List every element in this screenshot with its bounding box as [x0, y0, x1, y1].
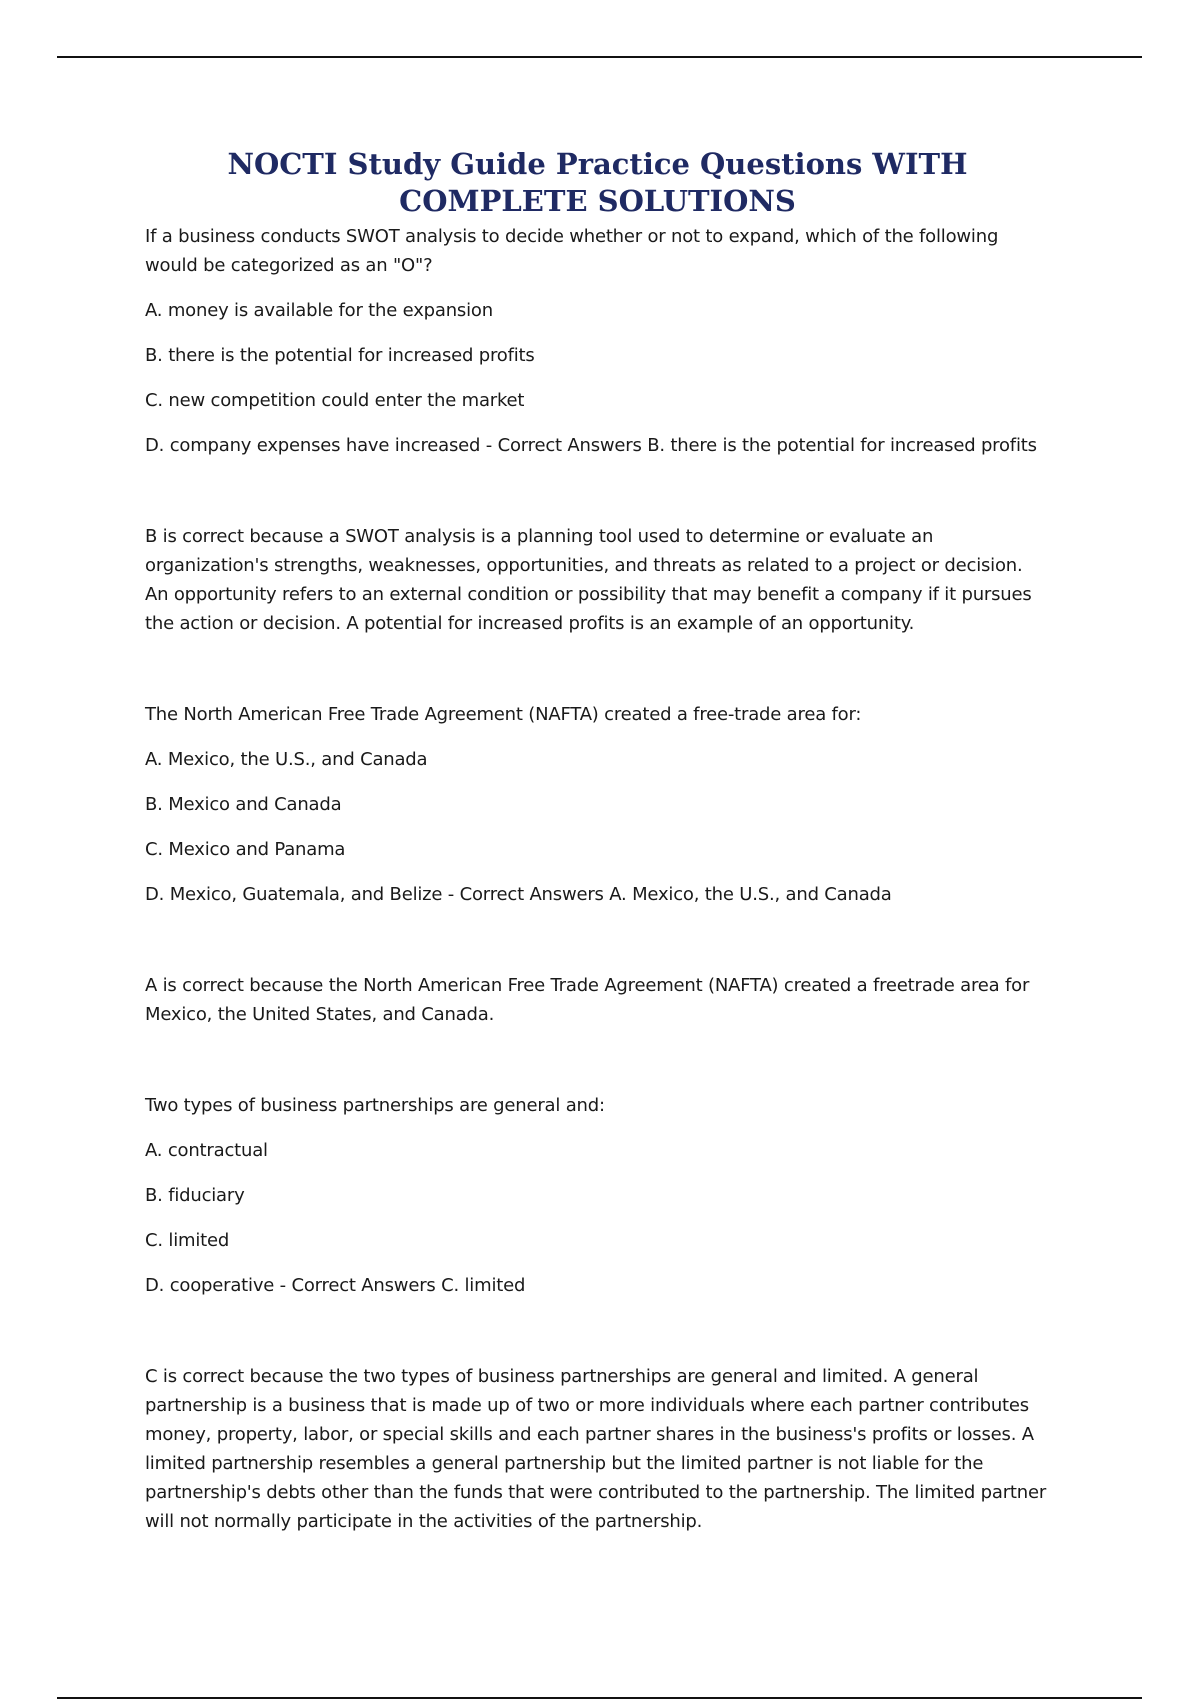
answer-option-d: D. Mexico, Guatemala, and Belize - Correct Answers A. Mexico, the U.S., and Canada — [145, 884, 892, 905]
answer-option-a: A. Mexico, the U.S., and Canada — [145, 749, 428, 770]
answer-option-d: D. cooperative - Correct Answers C. limited — [145, 1275, 526, 1296]
question-block-1 — [145, 222, 1050, 638]
document-title: NOCTI Study Guide Practice Questions WITH COMPLETE SOLUTIONS — [227, 147, 968, 218]
answer-option-a: A. contractual — [145, 1140, 268, 1161]
answer-option-b: B. fiduciary — [145, 1185, 245, 1206]
answer-explanation: A is correct because the North American Free Trade Agreement (NAFTA) created a freetrade area for Mexico, the United States, and Canada. — [145, 975, 1030, 1025]
header-rule — [57, 56, 1142, 58]
answer-option-c: C. Mexico and Panama — [145, 839, 346, 860]
question-text: Two types of business partnerships are general and: — [145, 1095, 605, 1116]
question-block-3 — [145, 1091, 1050, 1536]
answer-explanation: C is correct because the two types of business partnerships are general and limited. A general partnership is a business that is made up of two or more individuals where each partner contributes money, property, labor, or special skills and each partner shares in the business's profits or losses. A limited partnership resembles a general partnership but the limited partner is not liable for the partnership's debts other than the funds that were contributed to the partnership. The limited partner will not normally participate in the activities of the partnership. — [145, 1366, 1047, 1532]
footer-rule — [57, 1697, 1142, 1699]
answer-option-b: B. there is the potential for increased profits — [145, 345, 535, 366]
answer-option-a: A. money is available for the expansion — [145, 300, 493, 321]
answer-explanation: B is correct because a SWOT analysis is a planning tool used to determine or evaluate an organization's strengths, weaknesses, opportunities, and threats as related to a project or decision. An opportunity refers to an external condition or possibility that may benefit a company if it pursues the action or decision. A potential for increased profits is an example of an opportunity. — [145, 526, 1032, 634]
question-text: The North American Free Trade Agreement (NAFTA) created a free-trade area for: — [145, 704, 862, 725]
document-page — [145, 146, 1050, 1536]
answer-option-c: C. limited — [145, 1230, 230, 1251]
answer-option-d: D. company expenses have increased - Correct Answers B. there is the potential for increased profits — [145, 435, 1037, 456]
question-text: If a business conducts SWOT analysis to decide whether or not to expand, which of the following would be categorized as an "O"? — [145, 226, 999, 276]
answer-option-c: C. new competition could enter the market — [145, 390, 525, 411]
question-block-2 — [145, 700, 1050, 1029]
answer-option-b: B. Mexico and Canada — [145, 794, 342, 815]
